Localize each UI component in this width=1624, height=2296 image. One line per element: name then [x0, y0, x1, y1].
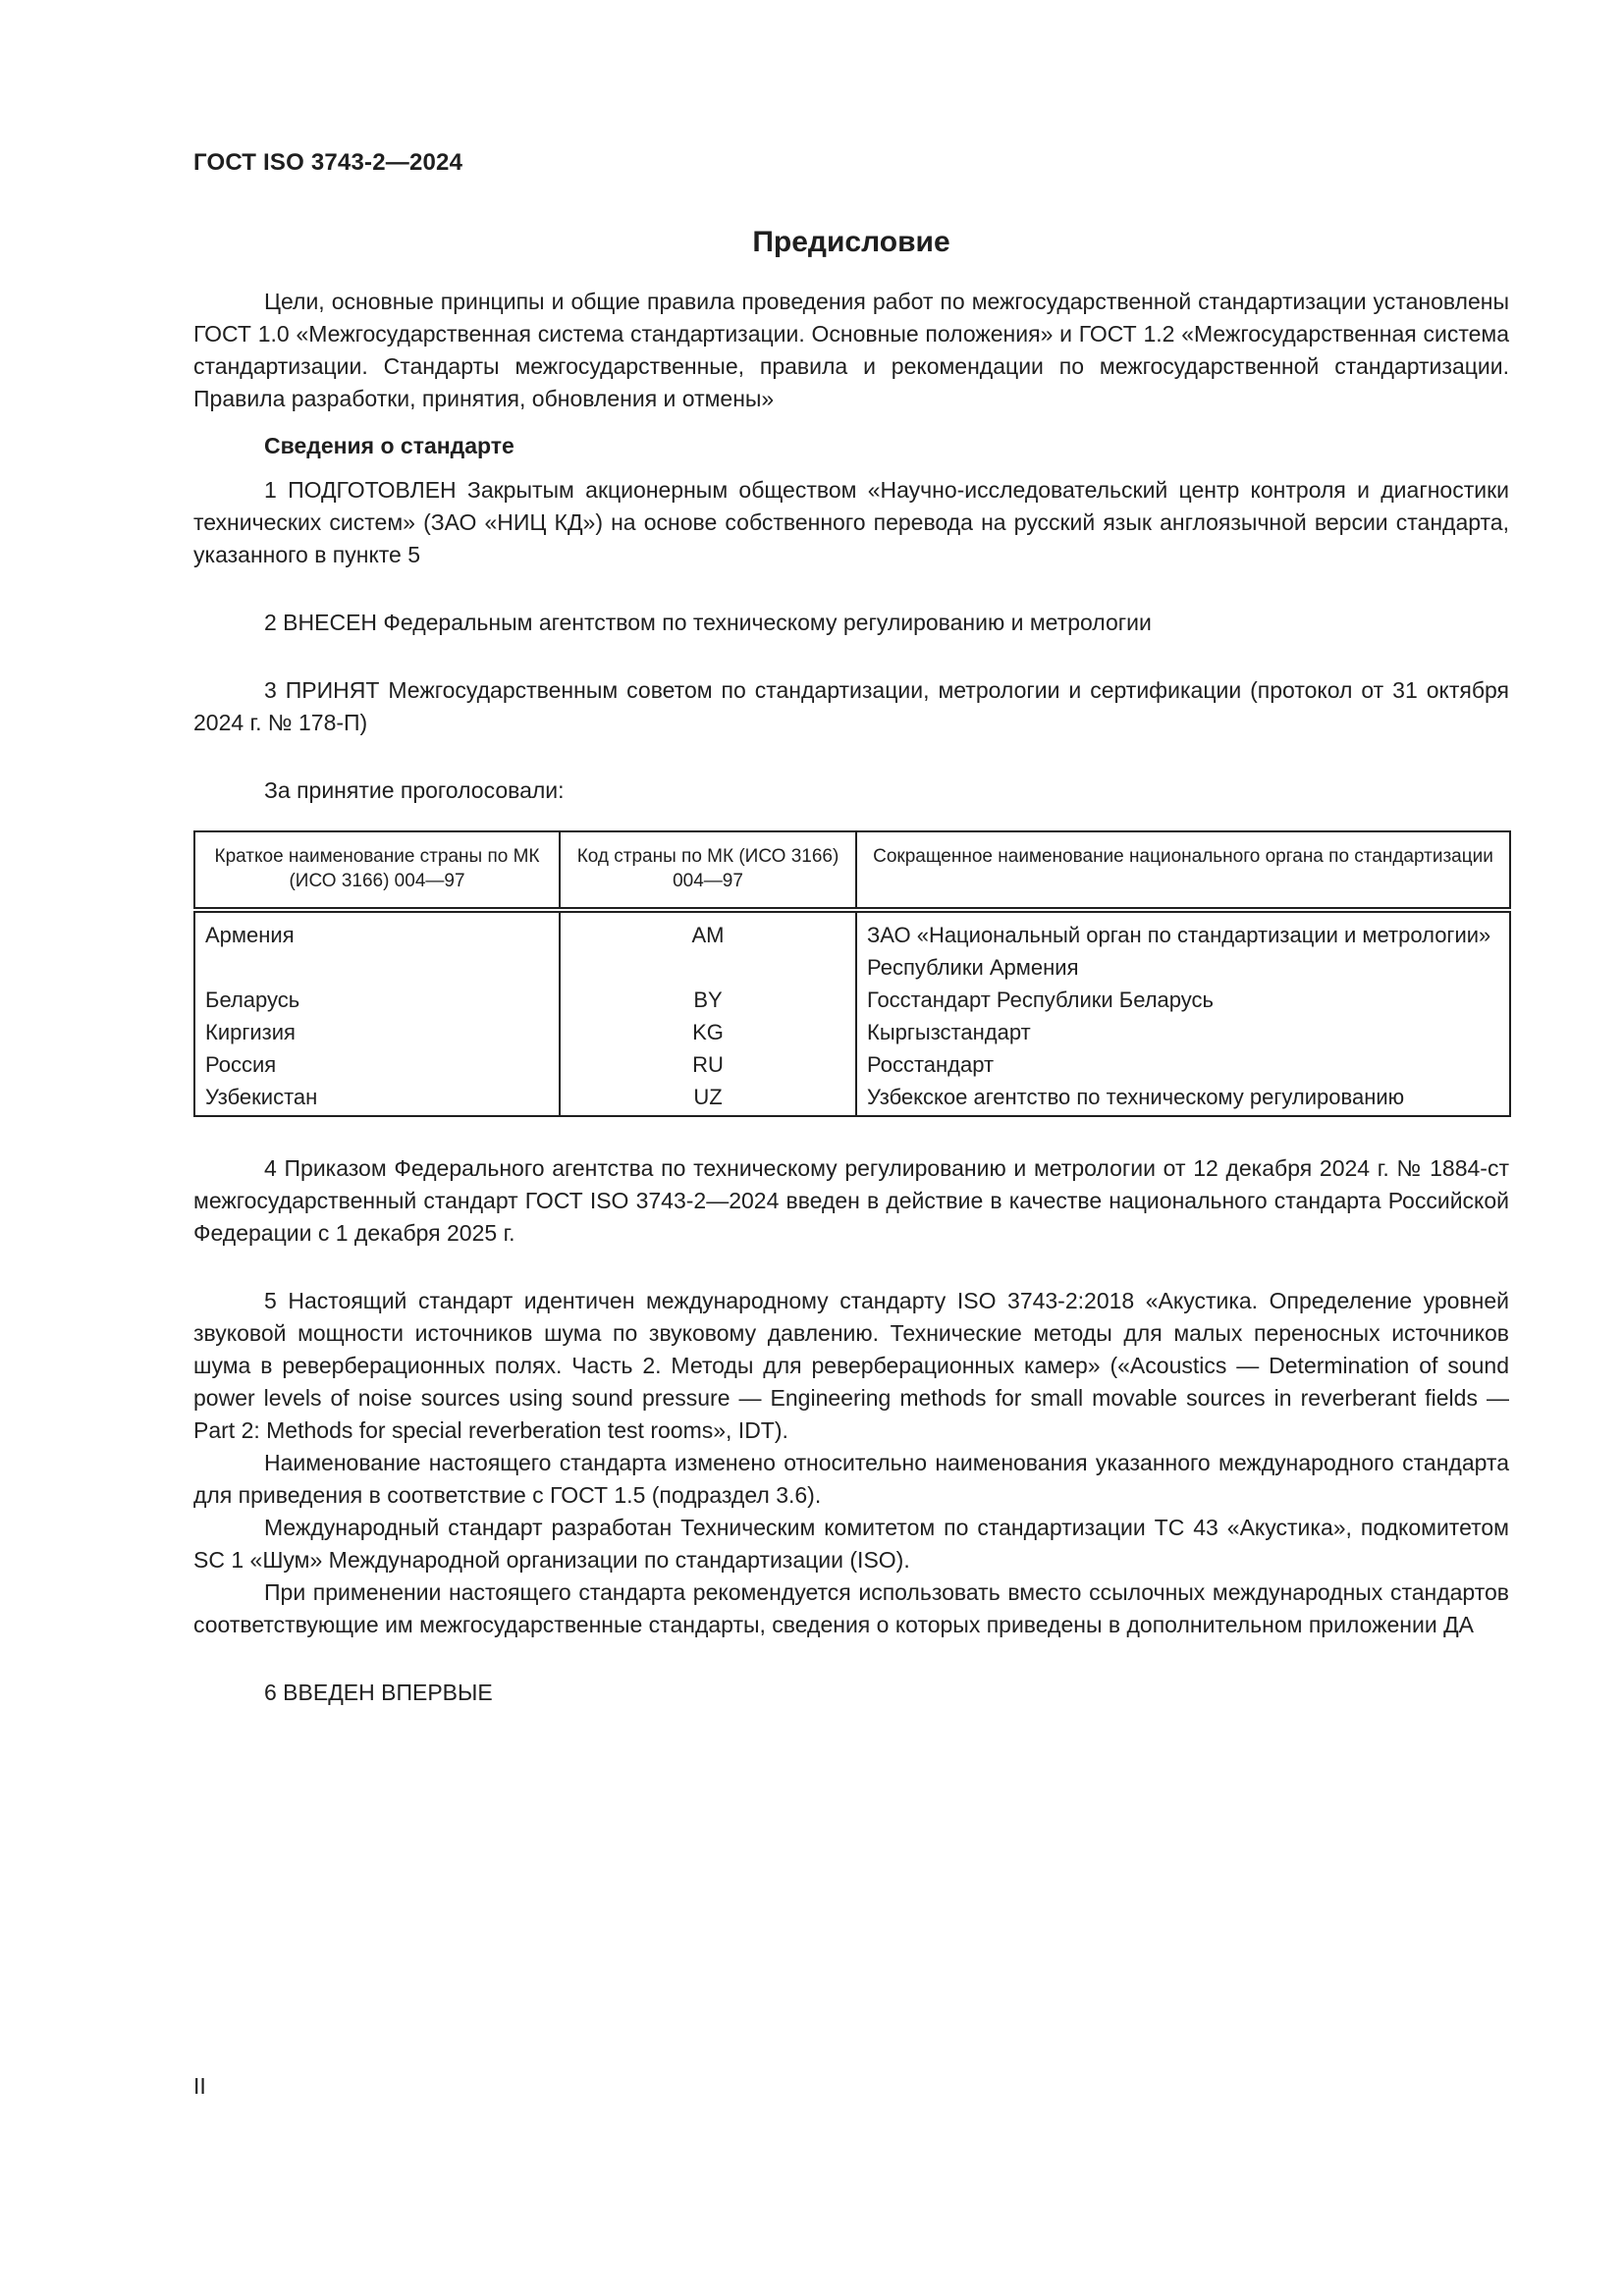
national-body: Госстандарт Республики Беларусь — [867, 988, 1214, 1012]
country-code: RU — [560, 1048, 856, 1081]
national-body: Росстандарт — [867, 1052, 995, 1077]
country-code: KG — [560, 1016, 856, 1048]
item-5-identical: 5 Настоящий стандарт идентичен международному стандарту ISO 3743-2:2018 «Акустика. Определение уровней звуковой мощности источников шума по звуковому давлению. Технические методы для малых переносных источников шума в реверберационных полях. Часть 2. Методы для реверберационных камер» («Acoustics — Determination of sound power levels of noise sources using sound pressure — Engineering methods for small movable sources in reverberant fields — Part 2: Methods for special reverberation test rooms», IDT). — [193, 1288, 1509, 1443]
table-row — [194, 1081, 1510, 1116]
item-3-adopted: 3 ПРИНЯТ Межгосударственным советом по стандартизации, метрологии и сертификации (протокол от 31 октября 2024 г. № 178-П) — [193, 677, 1509, 735]
item-2-submitted: 2 ВНЕСЕН Федеральным агентством по техническому регулированию и метрологии — [264, 610, 1152, 635]
national-body: ЗАО «Национальный орган по стандартизации и метрологии» Республики Армения — [867, 923, 1491, 980]
item-5-application: При применении настоящего стандарта рекомендуется использовать вместо ссылочных международных стандартов соответствующие им межгосударственные стандарты, сведения о которых приведены в дополнительном приложении ДА — [193, 1579, 1509, 1637]
item-5-developer: Международный стандарт разработан Техническим комитетом по стандартизации ТС 43 «Акустика», подкомитетом SC 1 «Шум» Международной организации по стандартизации (ISO). — [193, 1515, 1509, 1573]
item-6-first-introduced: 6 ВВЕДЕН ВПЕРВЫЕ — [264, 1680, 493, 1705]
section-heading: Сведения о стандарте — [264, 433, 514, 458]
national-body: Кыргызстандарт — [867, 1020, 1031, 1044]
country-name: Россия — [194, 1048, 560, 1081]
preface-body — [193, 286, 1509, 1709]
item-1-prepared: 1 ПОДГОТОВЛЕН Закрытым акционерным обществом «Научно-исследовательский центр контроля и диагностики технических систем» (ЗАО «НИЦ КД») на основе собственного перевода на русский язык англоязычной версии стандарта, указанного в пункте 5 — [193, 477, 1509, 567]
country-name: Беларусь — [194, 984, 560, 1016]
country-name: Узбекистан — [194, 1081, 560, 1116]
national-body: Узбекское агентство по техническому регулированию — [867, 1085, 1405, 1109]
item-5-name-change: Наименование настоящего стандарта изменено относительно наименования указанного международного стандарта для приведения в соответствие с ГОСТ 1.5 (подраздел 3.6). — [193, 1450, 1509, 1508]
table-row — [194, 910, 1510, 984]
country-code: AM — [560, 910, 856, 984]
intro-paragraph: Цели, основные принципы и общие правила проведения работ по межгосударственной стандартизации установлены ГОСТ 1.0 «Межгосударственная система стандартизации. Основные положения» и ГОСТ 1.2 «Межгосударственная система стандартизации. Стандарты межгосударственные, правила и рекомендации по межгосударственной стандартизации. Правила разработки, принятия, обновления и отмены» — [193, 289, 1509, 411]
page-title: Предисловие — [752, 226, 950, 258]
table-row — [194, 1048, 1510, 1081]
column-header-national-body: Сокращенное наименование национального органа по стандартизации — [856, 831, 1510, 910]
column-header-code: Код страны по МК (ИСО 3166) 004—97 — [560, 831, 856, 910]
table-header-row — [194, 831, 1510, 910]
item-4-order: 4 Приказом Федерального агентства по техническому регулированию и метрологии от 12 декабря 2024 г. № 1884-ст межгосударственный стандарт ГОСТ ISO 3743-2—2024 введен в действие в качестве национального стандарта Российской Федерации с 1 декабря 2025 г. — [193, 1155, 1509, 1246]
page-number: II — [193, 2073, 206, 2099]
document-code-header: ГОСТ ISO 3743-2—2024 — [193, 149, 463, 176]
country-name: Киргизия — [194, 1016, 560, 1048]
voting-countries-table — [193, 830, 1511, 1117]
column-header-country: Краткое наименование страны по МК (ИСО 3166) 004—97 — [194, 831, 560, 910]
table-row — [194, 984, 1510, 1016]
voted-label: За принятие проголосовали: — [264, 777, 565, 803]
table-row — [194, 1016, 1510, 1048]
country-code: UZ — [560, 1081, 856, 1116]
country-name: Армения — [194, 910, 560, 984]
country-code: BY — [560, 984, 856, 1016]
